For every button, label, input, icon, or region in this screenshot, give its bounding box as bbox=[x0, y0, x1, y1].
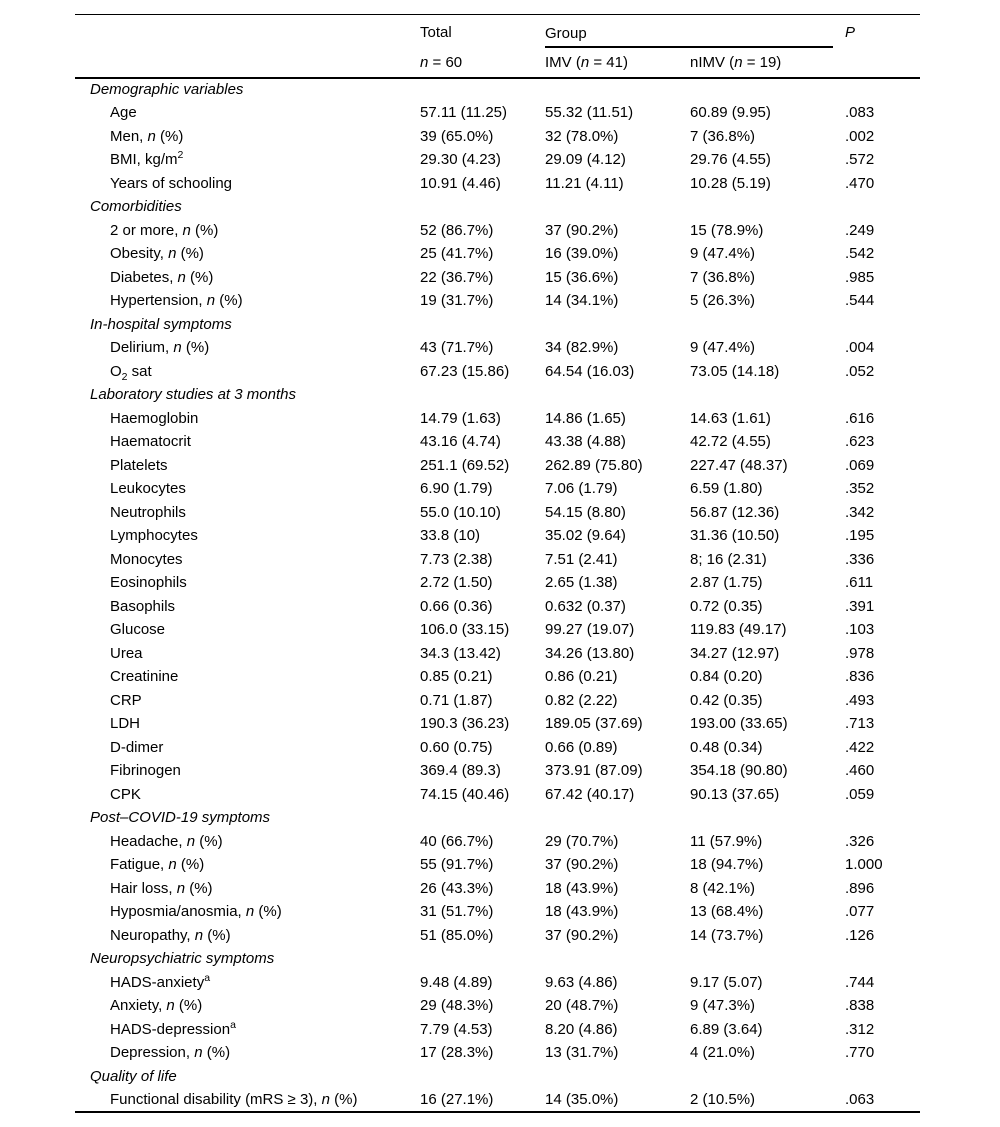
nimv-value: 5 (26.3%) bbox=[690, 292, 756, 310]
table-row bbox=[75, 266, 920, 290]
row-label: Functional disability (mRS ≥ 3), n (%) bbox=[110, 1090, 358, 1108]
p-value: .352 bbox=[845, 480, 875, 498]
section-header-row bbox=[75, 947, 920, 971]
section-header-row bbox=[75, 383, 920, 407]
section-title: Laboratory studies at 3 months bbox=[90, 386, 296, 404]
imv-value: 2.65 (1.38) bbox=[545, 574, 618, 592]
p-value: .978 bbox=[845, 644, 875, 662]
table-row bbox=[75, 430, 920, 454]
row-label: Haemoglobin bbox=[110, 409, 199, 427]
total-value: 31 (51.7%) bbox=[420, 903, 494, 921]
section-title: Post–COVID-19 symptoms bbox=[90, 809, 271, 827]
row-label: Urea bbox=[110, 644, 143, 662]
total-value: 6.90 (1.79) bbox=[420, 480, 493, 498]
p-column-subheader bbox=[845, 48, 920, 78]
total-value: 39 (65.0%) bbox=[420, 127, 494, 145]
total-value: 14.79 (1.63) bbox=[420, 409, 501, 427]
total-value: 29.30 (4.23) bbox=[420, 151, 501, 169]
table-row bbox=[75, 336, 920, 360]
nimv-value: 73.05 (14.18) bbox=[690, 362, 780, 380]
nimv-value: 42.72 (4.55) bbox=[690, 433, 771, 451]
row-label: Platelets bbox=[110, 456, 168, 474]
row-label: Age bbox=[110, 104, 137, 122]
imv-value: 34 (82.9%) bbox=[545, 339, 619, 357]
table-row bbox=[75, 595, 920, 619]
row-label: Headache, n (%) bbox=[110, 832, 223, 850]
imv-value: 37 (90.2%) bbox=[545, 856, 619, 874]
total-value: 0.60 (0.75) bbox=[420, 738, 493, 756]
p-value: .077 bbox=[845, 903, 875, 921]
table-header bbox=[75, 15, 920, 78]
p-value: .493 bbox=[845, 691, 875, 709]
section-header-row bbox=[75, 195, 920, 219]
row-label: Monocytes bbox=[110, 550, 183, 568]
imv-value: 189.05 (37.69) bbox=[545, 715, 643, 733]
imv-value: 9.63 (4.86) bbox=[545, 973, 618, 991]
row-label: Fatigue, n (%) bbox=[110, 856, 205, 874]
p-value: .770 bbox=[845, 1044, 875, 1062]
p-value: .838 bbox=[845, 997, 875, 1015]
imv-value: 14 (35.0%) bbox=[545, 1090, 619, 1108]
row-label: Haematocrit bbox=[110, 433, 191, 451]
group-column-header bbox=[545, 15, 845, 48]
p-value: .126 bbox=[845, 926, 875, 944]
nimv-value: 354.18 (90.80) bbox=[690, 762, 788, 780]
nimv-value: 6.59 (1.80) bbox=[690, 480, 763, 498]
total-value: 40 (66.7%) bbox=[420, 832, 494, 850]
row-label: HADS-anxiety$^a$ bbox=[110, 971, 211, 991]
p-value: .616 bbox=[845, 409, 875, 427]
nimv-value: 15 (78.9%) bbox=[690, 221, 764, 239]
total-value: 10.91 (4.46) bbox=[420, 174, 501, 192]
nimv-value: 9 (47.4%) bbox=[690, 245, 756, 263]
total-value: 25 (41.7%) bbox=[420, 245, 494, 263]
total-value: 0.66 (0.36) bbox=[420, 597, 493, 615]
nimv-value: 193.00 (33.65) bbox=[690, 715, 788, 733]
nimv-value: 9 (47.3%) bbox=[690, 997, 756, 1015]
table-row bbox=[75, 1018, 920, 1042]
row-label: Creatinine bbox=[110, 668, 179, 686]
row-label: CRP bbox=[110, 691, 142, 709]
table-row bbox=[75, 830, 920, 854]
section-header-row bbox=[75, 313, 920, 337]
imv-value: 55.32 (11.51) bbox=[545, 104, 634, 122]
nimv-value: 13 (68.4%) bbox=[690, 903, 764, 921]
total-value: 26 (43.3%) bbox=[420, 879, 494, 897]
section-title: Quality of life bbox=[90, 1067, 177, 1085]
imv-value: 0.66 (0.89) bbox=[545, 738, 618, 756]
nimv-column-header: nIMV (n = 19) bbox=[690, 48, 845, 78]
p-value: .542 bbox=[845, 245, 875, 263]
p-value: .572 bbox=[845, 151, 875, 169]
p-value: .836 bbox=[845, 668, 875, 686]
section-title: Demographic variables bbox=[90, 81, 244, 99]
table-row bbox=[75, 759, 920, 783]
imv-value: 54.15 (8.80) bbox=[545, 503, 626, 521]
total-value: 19 (31.7%) bbox=[420, 292, 494, 310]
section-header-row bbox=[75, 1065, 920, 1089]
table-row bbox=[75, 172, 920, 196]
total-value: 55 (91.7%) bbox=[420, 856, 494, 874]
p-value: .059 bbox=[845, 785, 875, 803]
row-label: Obesity, n (%) bbox=[110, 245, 204, 263]
nimv-value: 9.17 (5.07) bbox=[690, 973, 763, 991]
nimv-value: 9 (47.4%) bbox=[690, 339, 756, 357]
table-row bbox=[75, 689, 920, 713]
imv-value: 34.26 (13.80) bbox=[545, 644, 635, 662]
nimv-value: 60.89 (9.95) bbox=[690, 104, 771, 122]
table-row bbox=[75, 736, 920, 760]
total-value: 7.79 (4.53) bbox=[420, 1020, 493, 1038]
table-row bbox=[75, 924, 920, 948]
nimv-value: 6.89 (3.64) bbox=[690, 1020, 763, 1038]
nimv-value: 8 (42.1%) bbox=[690, 879, 756, 897]
p-value: .713 bbox=[845, 715, 875, 733]
imv-value: 99.27 (19.07) bbox=[545, 621, 635, 639]
row-label: BMI, $kg/m^2$ bbox=[110, 149, 184, 169]
total-value: 29 (48.3%) bbox=[420, 997, 494, 1015]
total-value: 369.4 (89.3) bbox=[420, 762, 501, 780]
p-value: .623 bbox=[845, 433, 875, 451]
p-value: .544 bbox=[845, 292, 875, 310]
row-label: HADS-depression$^a$ bbox=[110, 1018, 236, 1038]
total-column-header: Total bbox=[420, 23, 452, 41]
total-value: 51 (85.0%) bbox=[420, 926, 494, 944]
imv-value: 11.21 (4.11) bbox=[545, 174, 624, 192]
p-value: .312 bbox=[845, 1020, 875, 1038]
nimv-value: 18 (94.7%) bbox=[690, 856, 764, 874]
imv-value: 32 (78.0%) bbox=[545, 127, 619, 145]
imv-value: 373.91 (87.09) bbox=[545, 762, 643, 780]
total-value: 7.73 (2.38) bbox=[420, 550, 493, 568]
nimv-value: 56.87 (12.36) bbox=[690, 503, 780, 521]
nimv-value: 7 (36.8%) bbox=[690, 127, 756, 145]
table-row bbox=[75, 994, 920, 1018]
table-row bbox=[75, 289, 920, 313]
nimv-value: 10.28 (5.19) bbox=[690, 174, 771, 192]
row-label: Years of schooling bbox=[110, 174, 233, 192]
table-row bbox=[75, 712, 920, 736]
table-row bbox=[75, 853, 920, 877]
p-value: .391 bbox=[845, 597, 875, 615]
total-value: 190.3 (36.23) bbox=[420, 715, 510, 733]
p-value: .896 bbox=[845, 879, 875, 897]
row-label: LDH bbox=[110, 715, 141, 733]
section-title: Neuropsychiatric symptoms bbox=[90, 950, 275, 968]
p-value: .004 bbox=[845, 339, 875, 357]
section-header-row bbox=[75, 806, 920, 830]
section-header-row bbox=[75, 78, 920, 102]
total-value: 57.11 (11.25) bbox=[420, 104, 508, 122]
table-row bbox=[75, 900, 920, 924]
nimv-value: 0.48 (0.34) bbox=[690, 738, 763, 756]
row-label: 2 or more, n (%) bbox=[110, 221, 219, 239]
table-row bbox=[75, 524, 920, 548]
row-label: Hyposmia/anosmia, n (%) bbox=[110, 903, 282, 921]
total-value: 9.48 (4.89) bbox=[420, 973, 493, 991]
row-label: Neuropathy, n (%) bbox=[110, 926, 231, 944]
p-value: .422 bbox=[845, 738, 875, 756]
nimv-value: 11 (57.9%) bbox=[690, 832, 763, 850]
stub-header bbox=[75, 15, 420, 48]
total-value: 52 (86.7%) bbox=[420, 221, 494, 239]
p-value: .460 bbox=[845, 762, 875, 780]
imv-value: 35.02 (9.64) bbox=[545, 527, 626, 545]
total-n-header: n = 60 bbox=[420, 48, 545, 78]
table-row bbox=[75, 971, 920, 995]
row-label: Basophils bbox=[110, 597, 176, 615]
table-row bbox=[75, 360, 920, 384]
p-value: .336 bbox=[845, 550, 875, 568]
row-label: Neutrophils bbox=[110, 503, 186, 521]
p-value: .744 bbox=[845, 973, 875, 991]
table-row bbox=[75, 501, 920, 525]
imv-value: 29 (70.7%) bbox=[545, 832, 619, 850]
row-label: Diabetes, n (%) bbox=[110, 268, 214, 286]
nimv-value: 29.76 (4.55) bbox=[690, 151, 771, 169]
p-value: .611 bbox=[845, 574, 874, 592]
row-label: Lymphocytes bbox=[110, 527, 198, 545]
table-row bbox=[75, 665, 920, 689]
nimv-value: 119.83 (49.17) bbox=[690, 621, 787, 639]
section-title: In-hospital symptoms bbox=[90, 315, 232, 333]
imv-value: 15 (36.6%) bbox=[545, 268, 619, 286]
total-value: 34.3 (13.42) bbox=[420, 644, 501, 662]
table-row bbox=[75, 618, 920, 642]
nimv-value: 4 (21.0%) bbox=[690, 1044, 756, 1062]
total-value: 43 (71.7%) bbox=[420, 339, 494, 357]
imv-value: 29.09 (4.12) bbox=[545, 151, 626, 169]
total-value: 33.8 (10) bbox=[420, 527, 481, 545]
total-value: 43.16 (4.74) bbox=[420, 433, 501, 451]
total-value: 2.72 (1.50) bbox=[420, 574, 493, 592]
table-row bbox=[75, 783, 920, 807]
table-body bbox=[75, 78, 920, 1112]
table-row bbox=[75, 642, 920, 666]
nimv-value: 90.13 (37.65) bbox=[690, 785, 780, 803]
row-label: Hair loss, n (%) bbox=[110, 879, 213, 897]
row-label: D-dimer bbox=[110, 738, 164, 756]
imv-value: 0.632 (0.37) bbox=[545, 597, 626, 615]
imv-column-header: IMV (n = 41) bbox=[545, 48, 690, 78]
row-label: Eosinophils bbox=[110, 574, 187, 592]
table-row bbox=[75, 125, 920, 149]
nimv-value: 34.27 (12.97) bbox=[690, 644, 780, 662]
table-row bbox=[75, 407, 920, 431]
table-row bbox=[75, 219, 920, 243]
p-value: .342 bbox=[845, 503, 875, 521]
imv-value: 16 (39.0%) bbox=[545, 245, 619, 263]
row-label: Anxiety, n (%) bbox=[110, 997, 203, 1015]
p-value: .083 bbox=[845, 104, 875, 122]
imv-value: 18 (43.9%) bbox=[545, 879, 619, 897]
total-value: 0.85 (0.21) bbox=[420, 668, 493, 686]
total-value: 251.1 (69.52) bbox=[420, 456, 510, 474]
table-row bbox=[75, 101, 920, 125]
imv-value: 37 (90.2%) bbox=[545, 221, 619, 239]
imv-value: 14.86 (1.65) bbox=[545, 409, 626, 427]
nimv-value: 14.63 (1.61) bbox=[690, 409, 771, 427]
nimv-value: 227.47 (48.37) bbox=[690, 456, 788, 474]
total-value: 67.23 (15.86) bbox=[420, 362, 510, 380]
group-column-label: Group bbox=[545, 25, 833, 48]
nimv-value: 8; 16 (2.31) bbox=[690, 550, 767, 568]
p-value: .103 bbox=[845, 621, 875, 639]
table-row bbox=[75, 571, 920, 595]
header-row-2 bbox=[75, 48, 920, 78]
p-value: 1.000 bbox=[845, 856, 883, 874]
nimv-value: 14 (73.7%) bbox=[690, 926, 764, 944]
imv-value: 0.86 (0.21) bbox=[545, 668, 618, 686]
imv-value: 14 (34.1%) bbox=[545, 292, 619, 310]
row-label: Depression, n (%) bbox=[110, 1044, 231, 1062]
table-row bbox=[75, 242, 920, 266]
table-row bbox=[75, 548, 920, 572]
table-row bbox=[75, 1088, 920, 1112]
row-label: Fibrinogen bbox=[110, 762, 181, 780]
nimv-value: 0.42 (0.35) bbox=[690, 691, 763, 709]
imv-value: 20 (48.7%) bbox=[545, 997, 619, 1015]
nimv-value: 0.84 (0.20) bbox=[690, 668, 763, 686]
nimv-value: 0.72 (0.35) bbox=[690, 597, 763, 615]
nimv-value: 7 (36.8%) bbox=[690, 268, 756, 286]
imv-value: 7.51 (2.41) bbox=[545, 550, 618, 568]
row-label: CPK bbox=[110, 785, 141, 803]
nimv-value: 2 (10.5%) bbox=[690, 1090, 756, 1108]
p-value: .195 bbox=[845, 527, 875, 545]
imv-value: 37 (90.2%) bbox=[545, 926, 619, 944]
stub-subheader bbox=[75, 48, 420, 78]
table-row bbox=[75, 1041, 920, 1065]
row-label: $O_2$ sat bbox=[110, 362, 152, 383]
table-row bbox=[75, 877, 920, 901]
imv-value: 8.20 (4.86) bbox=[545, 1020, 618, 1038]
row-label: Glucose bbox=[110, 621, 166, 639]
p-value: .326 bbox=[845, 832, 875, 850]
p-value: .249 bbox=[845, 221, 875, 239]
table-row bbox=[75, 477, 920, 501]
row-label: Men, n (%) bbox=[110, 127, 184, 145]
table-row bbox=[75, 148, 920, 172]
nimv-value: 31.36 (10.50) bbox=[690, 527, 780, 545]
p-value: .002 bbox=[845, 127, 875, 145]
total-value: 74.15 (40.46) bbox=[420, 785, 510, 803]
table-row bbox=[75, 454, 920, 478]
row-label: Leukocytes bbox=[110, 480, 186, 498]
imv-value: 7.06 (1.79) bbox=[545, 480, 618, 498]
imv-value: 18 (43.9%) bbox=[545, 903, 619, 921]
p-value: .052 bbox=[845, 362, 875, 380]
total-value: 17 (28.3%) bbox=[420, 1044, 494, 1062]
total-value: 106.0 (33.15) bbox=[420, 621, 510, 639]
imv-value: 0.82 (2.22) bbox=[545, 691, 618, 709]
baseline-characteristics-table bbox=[75, 14, 920, 1113]
section-title: Comorbidities bbox=[90, 198, 182, 216]
total-value: 55.0 (10.10) bbox=[420, 503, 501, 521]
nimv-value: 2.87 (1.75) bbox=[690, 574, 763, 592]
header-row-1 bbox=[75, 15, 920, 48]
p-value: .985 bbox=[845, 268, 875, 286]
total-value: 16 (27.1%) bbox=[420, 1090, 494, 1108]
imv-value: 64.54 (16.03) bbox=[545, 362, 635, 380]
row-label: Hypertension, n (%) bbox=[110, 292, 243, 310]
imv-value: 262.89 (75.80) bbox=[545, 456, 643, 474]
imv-value: 67.42 (40.17) bbox=[545, 785, 635, 803]
p-value: .063 bbox=[845, 1090, 875, 1108]
imv-value: 13 (31.7%) bbox=[545, 1044, 619, 1062]
p-column-header: P bbox=[845, 23, 856, 41]
total-value: 0.71 (1.87) bbox=[420, 691, 493, 709]
imv-value: 43.38 (4.88) bbox=[545, 433, 626, 451]
p-value: .470 bbox=[845, 174, 875, 192]
row-label: Delirium, n (%) bbox=[110, 339, 210, 357]
p-value: .069 bbox=[845, 456, 875, 474]
total-value: 22 (36.7%) bbox=[420, 268, 494, 286]
